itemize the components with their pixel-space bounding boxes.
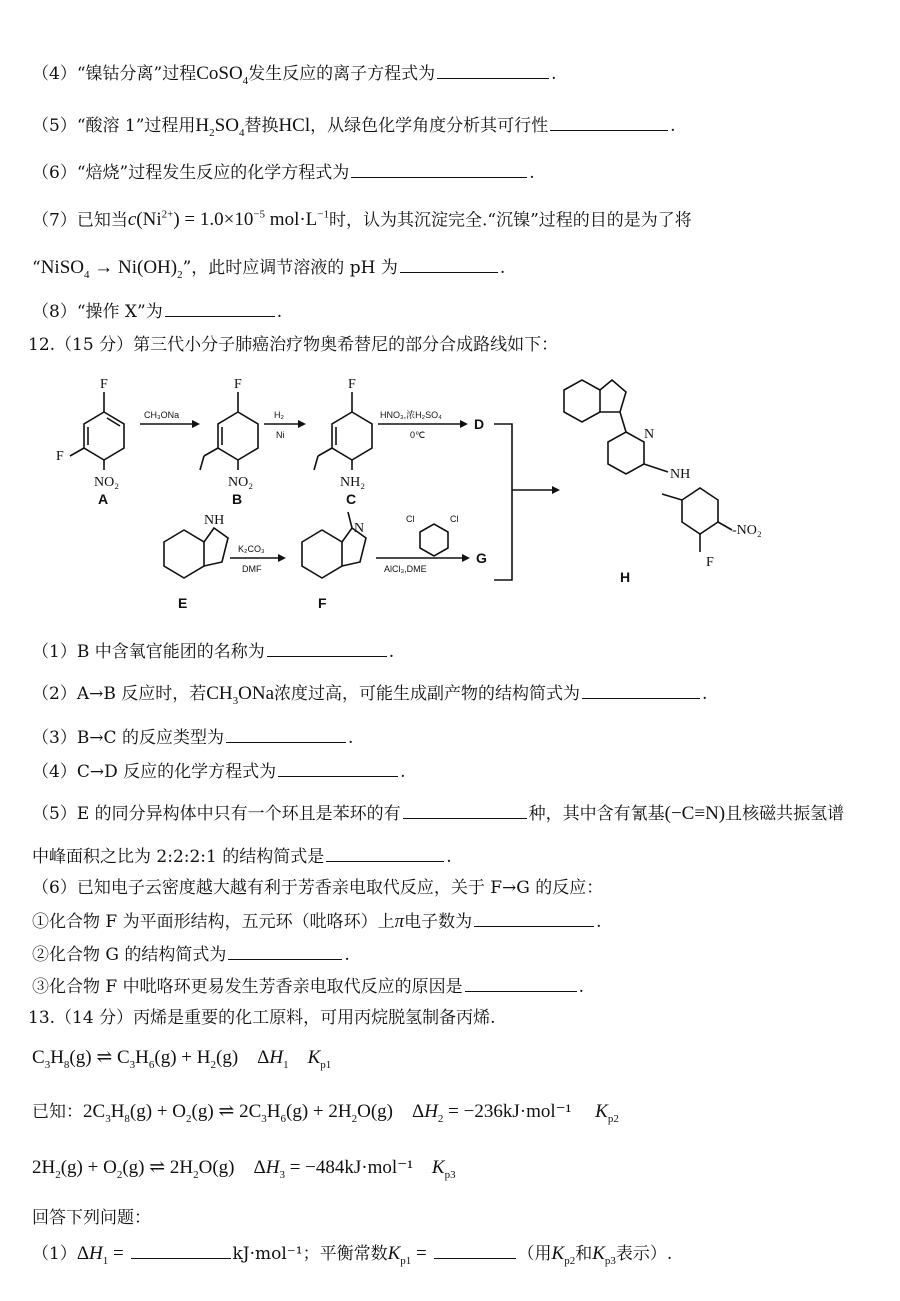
q11-part8: （8）“操作 X”为 . [32,298,870,324]
answer-blank[interactable] [582,680,700,699]
reagent-nitration: HNO₃,浓H₂SO₄ [380,410,442,420]
reagent-alcl3: AlCl₃,DME [384,564,427,574]
atom-cl: Cl [450,514,459,524]
answer-blank[interactable] [131,1240,231,1259]
answer-blank[interactable] [326,843,444,862]
answer-blank[interactable] [434,1240,516,1259]
answer-blank[interactable] [550,112,668,131]
answer-blank[interactable] [474,908,594,927]
compound-c-ring [332,412,372,460]
answer-blank[interactable] [465,973,577,992]
answer-blank[interactable] [267,638,387,657]
q12-part3: （3）B→C 的反应类型为 . [32,724,870,750]
q12-part4: （4）C→D 反应的化学方程式为 . [32,758,870,784]
atom-f: F [234,377,242,392]
answer-blank[interactable] [400,254,498,273]
label-a: A [98,491,109,507]
q12-part6-ii: ②化合物 G 的结构简式为 . [32,941,870,967]
compound-a-ring [84,412,124,460]
label-c: C [346,491,357,507]
answer-blank[interactable] [437,60,549,79]
answer-blank[interactable] [351,159,527,178]
q12-part6-iii: ③化合物 F 中吡咯环更易发生芳香亲电取代反应的原因是 . [32,973,870,999]
label-h: H [620,569,631,585]
reagent-ch3ona: CH₃ONa [144,410,180,420]
label-g: G [476,550,487,566]
reagent-ni: Ni [276,430,285,440]
equation-3: $2H_2(g) + O_2(g)$ ⇌ $2H_2O(g)$ $\Delta H_3 = -484kJ\cdot mol^{-1}$ $K_{p3}$ [32,1157,456,1181]
q12-part1: （1）B 中含氧官能团的名称为 . [32,638,870,664]
equation-1: $C_3H_8(g)$ ⇌ $C_3H_6(g) + H_2(g)$ $\Delta H_1$ $K_{p1}$ [32,1047,332,1071]
equation-2: 已知：$2C_3H_8(g) + O_2(g)$ ⇌ $2C_3H_6(g) + 2H_2O(g)$ $\Delta H_2 = -236kJ\cdot mol^{-1}$ $K_{p2}$ [32,1101,619,1125]
answer-blank[interactable] [165,298,275,317]
label-e: E [178,595,188,611]
atom-f: F [56,449,64,464]
reagent-h2: H₂ [274,410,284,420]
label-d: D [474,416,485,432]
q13-header: 13.（14 分）丙烯是重要的化工原料，可用丙烷脱氢制备丙烯. [28,1008,496,1028]
q11-part7: （7）已知当$c(Ni^{2+}) = 1.0\times 10^{-5}$ $mol\cdot L^{-1}$时，认为其沉淀完全.“沉镍”过程的目的是为了将 [32,209,692,231]
synthesis-scheme [32,362,762,620]
q11-part7-cont: “NiSO$_4$ → $Ni(OH)_2$”，此时应调节溶液的 pH 为 . [32,254,870,287]
group-no2: NO₂ [228,475,254,490]
q12-header: 12.（15 分）第三代小分子肺癌治疗物奥希替尼的部分合成路线如下： [28,335,559,355]
atom-f: F [100,377,108,392]
atom-nh: NH [204,513,225,528]
q12-part2: （2）A→B 反应时，若$CH_3ONa$浓度过高，可能生成副产物的结构简式为 . [32,680,870,713]
atom-cl: Cl [406,514,415,524]
group-nh: NH [670,467,691,482]
compound-h-aniline [682,488,718,534]
compound-b-ring [218,412,258,460]
answer-blank[interactable] [403,800,527,819]
q12-part5: （5）E 的同分异构体中只有一个环且是苯环的有 种，其中含有氰基(−C≡N)且核磁共振氢谱 [32,800,870,826]
group-no2: NO₂ [94,475,120,490]
q13-part1: $(1)\Delta H_1 = kJ\cdot mol^{-1}$；平衡常数$K_{p1}$ = （用$K_{p2}$和$K_{p3}$表示）. [32,1240,870,1273]
reagent-k2co3: K₂CO₃ [238,544,265,554]
q12-part6-i: ①化合物 F 为平面形结构，五元环（吡咯环）上π电子数为 . [32,908,870,934]
atom-n: N [354,521,365,536]
answer-blank[interactable] [226,724,346,743]
q12-part5-cont: 中峰面积之比为 2:2:2:1 的结构简式是 . [32,843,870,869]
label-b: B [232,491,243,507]
group-no2: -NO₂ [732,523,762,538]
atom-f: F [348,377,356,392]
q11-part4: （4）“镍钴分离”过程CoSO$_4$发生反应的离子方程式为 . [32,60,870,93]
reagent-temp: 0℃ [410,430,426,440]
compound-f-ring [302,530,342,578]
q12-part6: （6）已知电子云密度越大越有利于芳香亲电取代反应，关于 F→G 的反应： [32,878,604,898]
atom-f: F [706,555,714,570]
compound-h-indole [564,380,600,422]
group-nh2: NH₂ [340,475,366,490]
reagent-dmf: DMF [242,564,262,574]
answer-blank[interactable] [228,941,342,960]
compound-e-ring [164,530,204,578]
answer-blank[interactable] [278,758,398,777]
compound-h-pyrimidine [608,432,644,474]
label-f: F [318,595,327,611]
q13-prompt: 回答下列问题： [32,1208,151,1228]
q11-part5: （5）“酸溶 1”过程用$H_2SO_4$替换HCl，从绿色化学角度分析其可行性 . [32,112,870,145]
atom-n: N [644,427,655,442]
q11-part6: （6）“焙烧”过程发生反应的化学方程式为 . [32,159,870,185]
